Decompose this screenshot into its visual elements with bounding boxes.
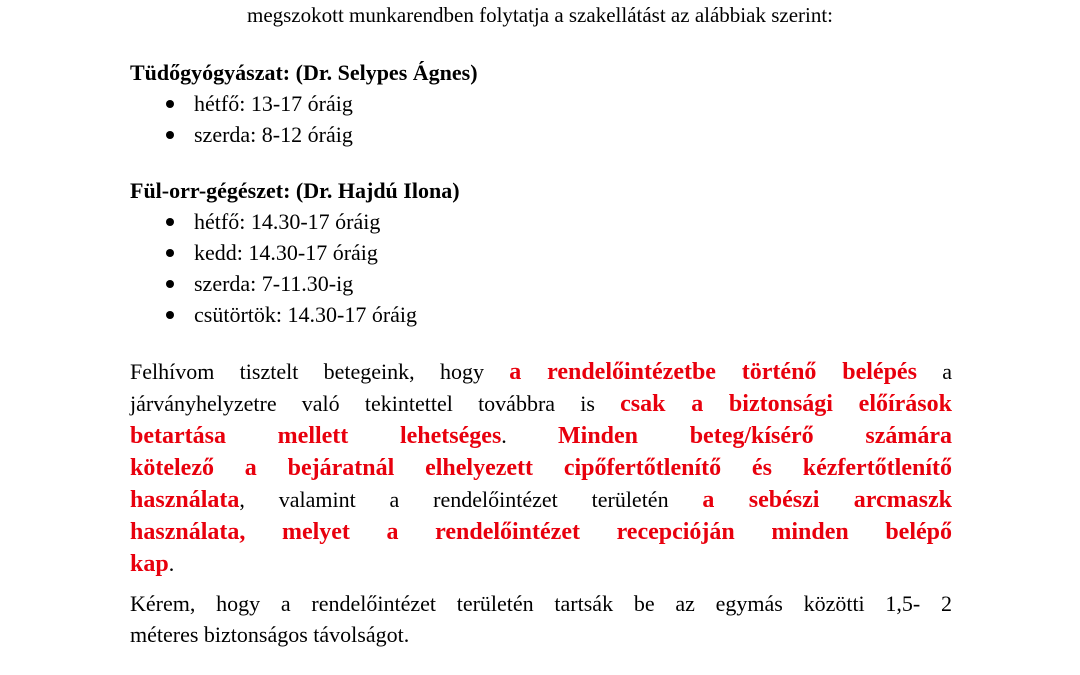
notice-line: [130, 484, 952, 516]
schedule-item: hétfő: 14.30-17 óráig: [130, 206, 952, 237]
notice-highlight: csak a biztonsági előírások: [620, 391, 952, 417]
schedule-list: [130, 206, 952, 330]
notice-highlight: kap: [130, 551, 169, 577]
notice-line: [130, 420, 952, 452]
notice-line: [130, 388, 952, 420]
notice-highlight: használata, melyet a rendelőintézet recepcióján minden belépő: [130, 519, 952, 545]
notice-text: Felhívom tisztelt betegeink, hogy: [130, 359, 510, 384]
schedule-item: kedd: 14.30-17 óráig: [130, 237, 952, 268]
notice-line: [130, 356, 952, 388]
notice-highlight: a rendelőintézetbe történő belépés: [509, 359, 917, 385]
notice-text: járványhelyzetre való tekintettel továbbra is: [130, 391, 621, 416]
notice-line: [130, 548, 952, 580]
schedule-item: csütörtök: 14.30-17 óráig: [130, 299, 952, 330]
section-heading: Fül-orr-gégészet: (Dr. Hajdú Ilona): [130, 178, 460, 203]
distance-paragraph: [130, 588, 952, 650]
notice-highlight: Minden beteg/kísérő számára: [558, 423, 953, 449]
schedule-list: [130, 88, 952, 150]
pulmonology-section: [130, 58, 952, 150]
notice-text: .: [501, 423, 558, 448]
distance-line: méteres biztonságos távolságot.: [130, 622, 410, 647]
notice-line: [130, 516, 952, 548]
section-heading: Tüdőgyógyászat: (Dr. Selypes Ágnes): [130, 60, 478, 85]
notice-text: , valamint a rendelőintézet területén: [239, 487, 703, 512]
schedule-item: szerda: 7-11.30-ig: [130, 268, 952, 299]
notice-line: [130, 452, 952, 484]
notice-paragraph: [130, 356, 952, 580]
distance-line: Kérem, hogy a rendelőintézet területén tartsák be az egymás közötti 1,5- 2: [130, 591, 952, 616]
notice-highlight: a sebészi arcmaszk: [702, 487, 952, 513]
intro-text: megszokott munkarendben folytatja a szakellátást az alábbiak szerint:: [246, 3, 834, 27]
notice-highlight: kötelező a bejáratnál elhelyezett cipőfertőtlenítő és kézfertőtlenítő: [130, 455, 952, 481]
schedule-item: szerda: 8-12 óráig: [130, 119, 952, 150]
notice-highlight: használata: [130, 487, 240, 513]
notice-highlight: betartása mellett lehetséges: [130, 423, 502, 449]
notice-text: .: [168, 551, 175, 576]
notice-text: a: [916, 359, 952, 384]
schedule-item: hétfő: 13-17 óráig: [130, 88, 952, 119]
ent-section: [130, 176, 952, 330]
